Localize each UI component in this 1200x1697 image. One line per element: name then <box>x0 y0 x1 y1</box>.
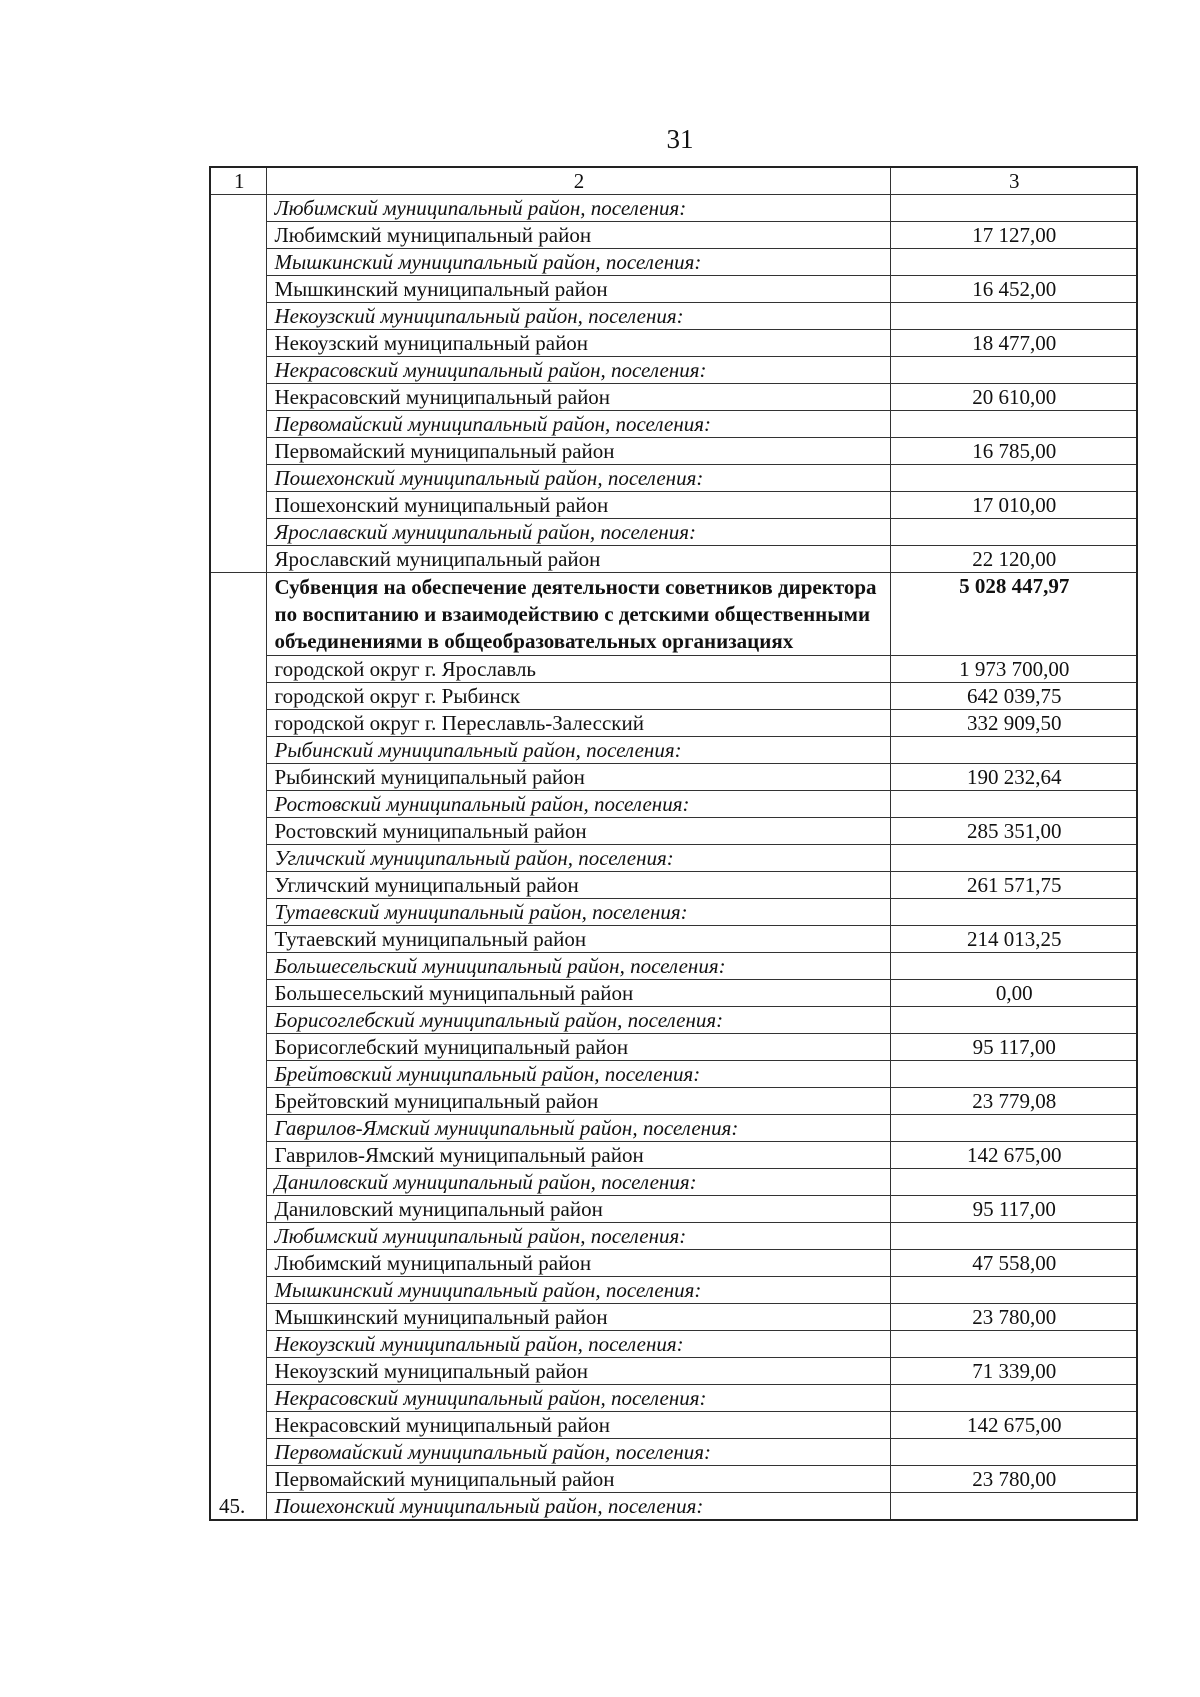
row-label: Некоузский муниципальный район <box>266 330 890 357</box>
district-subheader-label: Большесельский муниципальный район, поселения: <box>266 953 890 980</box>
table-row <box>210 1304 1137 1331</box>
district-subheader-label: Некрасовский муниципальный район, поселения: <box>266 357 890 384</box>
row-label: городской округ г. Рыбинск <box>266 683 890 710</box>
row-amount <box>890 1439 1137 1466</box>
district-subheader-row <box>210 411 1137 438</box>
row-amount: 17 127,00 <box>890 222 1137 249</box>
row-amount <box>890 249 1137 276</box>
table-row <box>210 1412 1137 1439</box>
row-label: Любимский муниципальный район <box>266 1250 890 1277</box>
district-subheader-label: Пошехонский муниципальный район, поселения: <box>266 1493 890 1521</box>
budget-table <box>209 166 1138 1521</box>
header-col-1: 1 <box>210 167 266 195</box>
district-subheader-row <box>210 249 1137 276</box>
district-subheader-label: Ярославский муниципальный район, поселения: <box>266 519 890 546</box>
district-subheader-label: Некрасовский муниципальный район, поселения: <box>266 1385 890 1412</box>
row-amount: 285 351,00 <box>890 818 1137 845</box>
row-amount <box>890 1169 1137 1196</box>
table-row <box>210 656 1137 683</box>
district-subheader-row <box>210 465 1137 492</box>
table-row <box>210 683 1137 710</box>
district-subheader-row <box>210 1061 1137 1088</box>
district-subheader-row <box>210 1169 1137 1196</box>
row-amount <box>890 845 1137 872</box>
table-row <box>210 1466 1137 1493</box>
district-subheader-row <box>210 1277 1137 1304</box>
district-subheader-row <box>210 1223 1137 1250</box>
district-subheader-label: Мышкинский муниципальный район, поселения: <box>266 249 890 276</box>
row-amount <box>890 1223 1137 1250</box>
district-subheader-label: Рыбинский муниципальный район, поселения: <box>266 737 890 764</box>
table-row <box>210 222 1137 249</box>
district-subheader-row <box>210 791 1137 818</box>
district-subheader-row <box>210 737 1137 764</box>
district-subheader-row <box>210 1439 1137 1466</box>
district-subheader-row <box>210 845 1137 872</box>
row-amount <box>890 953 1137 980</box>
district-subheader-row <box>210 1007 1137 1034</box>
section-title: Субвенция на обеспечение деятельности советников директора по воспитанию и взаимодействию с детскими общественными объединениями в общеобразовательных организациях <box>266 573 890 656</box>
row-amount: 71 339,00 <box>890 1358 1137 1385</box>
row-amount <box>890 195 1137 222</box>
row-amount: 261 571,75 <box>890 872 1137 899</box>
row-amount: 16 452,00 <box>890 276 1137 303</box>
table-row <box>210 818 1137 845</box>
district-subheader-row <box>210 303 1137 330</box>
table-row <box>210 1088 1137 1115</box>
district-subheader-label: Ростовский муниципальный район, поселения: <box>266 791 890 818</box>
table-row <box>210 1358 1137 1385</box>
table-row <box>210 492 1137 519</box>
row-label: Некрасовский муниципальный район <box>266 1412 890 1439</box>
table-row <box>210 1142 1137 1169</box>
row-amount <box>890 411 1137 438</box>
district-subheader-label: Гаврилов-Ямский муниципальный район, поселения: <box>266 1115 890 1142</box>
table-row <box>210 1250 1137 1277</box>
table-row <box>210 980 1137 1007</box>
row-label: Брейтовский муниципальный район <box>266 1088 890 1115</box>
district-subheader-row <box>210 1331 1137 1358</box>
district-subheader-label: Некоузский муниципальный район, поселения: <box>266 303 890 330</box>
table-row <box>210 384 1137 411</box>
row-label: городской округ г. Переславль-Залесский <box>266 710 890 737</box>
row-label: Первомайский муниципальный район <box>266 1466 890 1493</box>
row-amount <box>890 1277 1137 1304</box>
district-subheader-row <box>210 1385 1137 1412</box>
district-subheader-row <box>210 195 1137 222</box>
row-amount: 142 675,00 <box>890 1412 1137 1439</box>
row-amount: 23 779,08 <box>890 1088 1137 1115</box>
table-row <box>210 330 1137 357</box>
table-row <box>210 276 1137 303</box>
table-row <box>210 546 1137 573</box>
row-amount: 190 232,64 <box>890 764 1137 791</box>
row-amount <box>890 1115 1137 1142</box>
row-amount: 47 558,00 <box>890 1250 1137 1277</box>
row-label: Угличский муниципальный район <box>266 872 890 899</box>
district-subheader-row <box>210 1115 1137 1142</box>
row-label: Пошехонский муниципальный район <box>266 492 890 519</box>
row-amount: 332 909,50 <box>890 710 1137 737</box>
row-label: Ростовский муниципальный район <box>266 818 890 845</box>
row-label: Некрасовский муниципальный район <box>266 384 890 411</box>
row-amount: 17 010,00 <box>890 492 1137 519</box>
district-subheader-row <box>210 519 1137 546</box>
district-subheader-label: Мышкинский муниципальный район, поселения: <box>266 1277 890 1304</box>
section-total: 5 028 447,97 <box>890 573 1137 656</box>
table-row <box>210 926 1137 953</box>
row-label: Первомайский муниципальный район <box>266 438 890 465</box>
district-subheader-label: Любимский муниципальный район, поселения: <box>266 195 890 222</box>
district-subheader-label: Некоузский муниципальный район, поселения: <box>266 1331 890 1358</box>
district-subheader-label: Угличский муниципальный район, поселения: <box>266 845 890 872</box>
row-amount: 16 785,00 <box>890 438 1137 465</box>
item-number: 45. <box>210 573 266 1521</box>
row-amount <box>890 1331 1137 1358</box>
section-title-row <box>210 573 1137 656</box>
page-number: 31 <box>666 124 694 154</box>
row-amount: 1 973 700,00 <box>890 656 1137 683</box>
row-amount: 95 117,00 <box>890 1196 1137 1223</box>
row-amount: 22 120,00 <box>890 546 1137 573</box>
row-label: городской округ г. Ярославль <box>266 656 890 683</box>
row-label: Рыбинский муниципальный район <box>266 764 890 791</box>
row-amount: 642 039,75 <box>890 683 1137 710</box>
row-amount <box>890 519 1137 546</box>
row-label: Любимский муниципальный район <box>266 222 890 249</box>
district-subheader-row <box>210 953 1137 980</box>
row-label: Борисоглебский муниципальный район <box>266 1034 890 1061</box>
table-row <box>210 872 1137 899</box>
table-row <box>210 438 1137 465</box>
district-subheader-label: Пошехонский муниципальный район, поселения: <box>266 465 890 492</box>
header-col-2: 2 <box>266 167 890 195</box>
row-label: Мышкинский муниципальный район <box>266 1304 890 1331</box>
row-amount: 0,00 <box>890 980 1137 1007</box>
row-label: Некоузский муниципальный район <box>266 1358 890 1385</box>
row-amount: 214 013,25 <box>890 926 1137 953</box>
district-subheader-label: Тутаевский муниципальный район, поселения: <box>266 899 890 926</box>
row-label: Большесельский муниципальный район <box>266 980 890 1007</box>
row-amount <box>890 791 1137 818</box>
item-number-cell <box>210 195 266 573</box>
table-row <box>210 710 1137 737</box>
row-amount <box>890 357 1137 384</box>
row-label: Даниловский муниципальный район <box>266 1196 890 1223</box>
table-row <box>210 764 1137 791</box>
row-label: Гаврилов-Ямский муниципальный район <box>266 1142 890 1169</box>
district-subheader-row <box>210 357 1137 384</box>
district-subheader-label: Даниловский муниципальный район, поселения: <box>266 1169 890 1196</box>
district-subheader-row <box>210 899 1137 926</box>
row-amount: 23 780,00 <box>890 1304 1137 1331</box>
district-subheader-label: Брейтовский муниципальный район, поселения: <box>266 1061 890 1088</box>
row-amount <box>890 1061 1137 1088</box>
district-subheader-label: Первомайский муниципальный район, поселения: <box>266 1439 890 1466</box>
header-col-3: 3 <box>890 167 1137 195</box>
row-label: Тутаевский муниципальный район <box>266 926 890 953</box>
district-subheader-label: Борисоглебский муниципальный район, поселения: <box>266 1007 890 1034</box>
table-header-row <box>210 167 1137 195</box>
row-amount: 18 477,00 <box>890 330 1137 357</box>
row-amount: 20 610,00 <box>890 384 1137 411</box>
row-amount <box>890 465 1137 492</box>
row-amount <box>890 737 1137 764</box>
row-amount <box>890 899 1137 926</box>
row-amount <box>890 1493 1137 1521</box>
district-subheader-label: Первомайский муниципальный район, поселения: <box>266 411 890 438</box>
row-amount <box>890 303 1137 330</box>
row-amount <box>890 1007 1137 1034</box>
row-label: Мышкинский муниципальный район <box>266 276 890 303</box>
row-label: Ярославский муниципальный район <box>266 546 890 573</box>
table-row <box>210 1034 1137 1061</box>
row-amount: 95 117,00 <box>890 1034 1137 1061</box>
district-subheader-label: Любимский муниципальный район, поселения: <box>266 1223 890 1250</box>
row-amount <box>890 1385 1137 1412</box>
row-amount: 23 780,00 <box>890 1466 1137 1493</box>
row-amount: 142 675,00 <box>890 1142 1137 1169</box>
district-subheader-row <box>210 1493 1137 1521</box>
table-row <box>210 1196 1137 1223</box>
